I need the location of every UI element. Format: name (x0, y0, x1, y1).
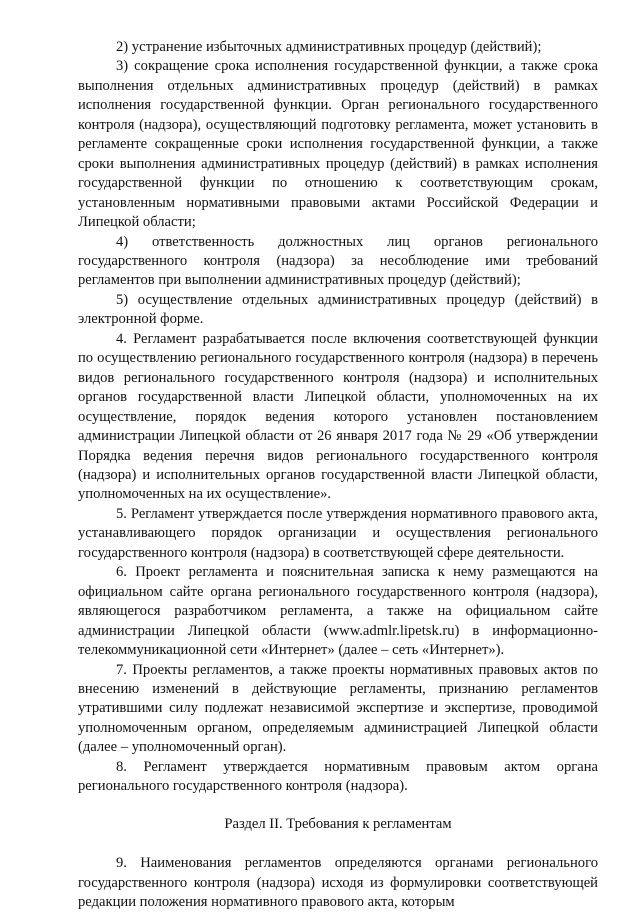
paragraph-clause-4: 4. Регламент разрабатывается после включения соответствующей функции по осуществлению регионального государственного контроля (надзора) в перечень видов регионального государственного контроля (надзора) и исполнительных органов государственной власти Липецкой области, уполномоченных на их осуществление, порядок ведения которого установлен постановлением администрации Липецкой области от 26 января 2017 года № 29 «Об утверждении Порядка ведения перечня видов регионального государственного контроля (надзора) и исполнительных органов государственной власти Липецкой области, уполномоченных на их осуществление». (78, 330, 598, 503)
paragraph-clause-8: 8. Регламент утверждается нормативным правовым актом органа регионального государственного контроля (надзора). (78, 758, 598, 795)
paragraph-clause-5: 5. Регламент утверждается после утверждения нормативного правового акта, устанавливающего порядок организации и осуществления регионального государственного контроля (надзора) в соответствующей сфере деятельности. (78, 505, 598, 561)
section-heading: Раздел II. Требования к регламентам (224, 815, 452, 832)
paragraph-item-3: 3) сокращение срока исполнения государственной функции, а также срока выполнения отдельных административных процедур (действий) в рамках исполнения государственной функции. Орган регионального государственного контроля (надзора), осуществляющий подготовку регламента, может установить в регламенте сокращенные сроки исполнения государственной функции, а также сроки выполнения административных процедур (действий) в рамках исполнения государственной функции по отношению к соответствующим срокам, установленным нормативными правовыми актами Российской Федерации и Липецкой области; (78, 58, 598, 231)
paragraph-clause-9: 9. Наименования регламентов определяются органами регионального государственного контроля (надзора) исходя из формулировки соответствующей редакции положения нормативного правового акта, которым (78, 855, 598, 911)
paragraph-item-5: 5) осуществление отдельных административных процедур (действий) в электронной форме. (78, 291, 598, 328)
paragraph-clause-7: 7. Проекты регламентов, а также проекты нормативных правовых актов по внесению изменений в действующие регламенты, признанию регламентов утратившими силу подлежат независимой экспертизе и экспертизе, проводимой уполномоченным органом, определяемым администрацией Липецкой области (далее – уполномоченный орган). (78, 661, 598, 756)
document-page (78, 38, 598, 912)
paragraph-item-4: 4) ответственность должностных лиц органов регионального государственного контроля (надзора) за несоблюдение ими требований регламентов при выполнении административных процедур (действий); (78, 233, 598, 289)
paragraph-clause-6: 6. Проект регламента и пояснительная записка к нему размещаются на официальном сайте органа регионального государственного контроля (надзора), являющегося разработчиком регламента, а также на официальном сайте администрации Липецкой области (www.admlr.lipetsk.ru) в информационно-телекоммуникационной сети «Интернет» (далее – сеть «Интернет»). (78, 564, 598, 659)
paragraph-item-2: 2) устранение избыточных административных процедур (действий); (116, 39, 542, 55)
